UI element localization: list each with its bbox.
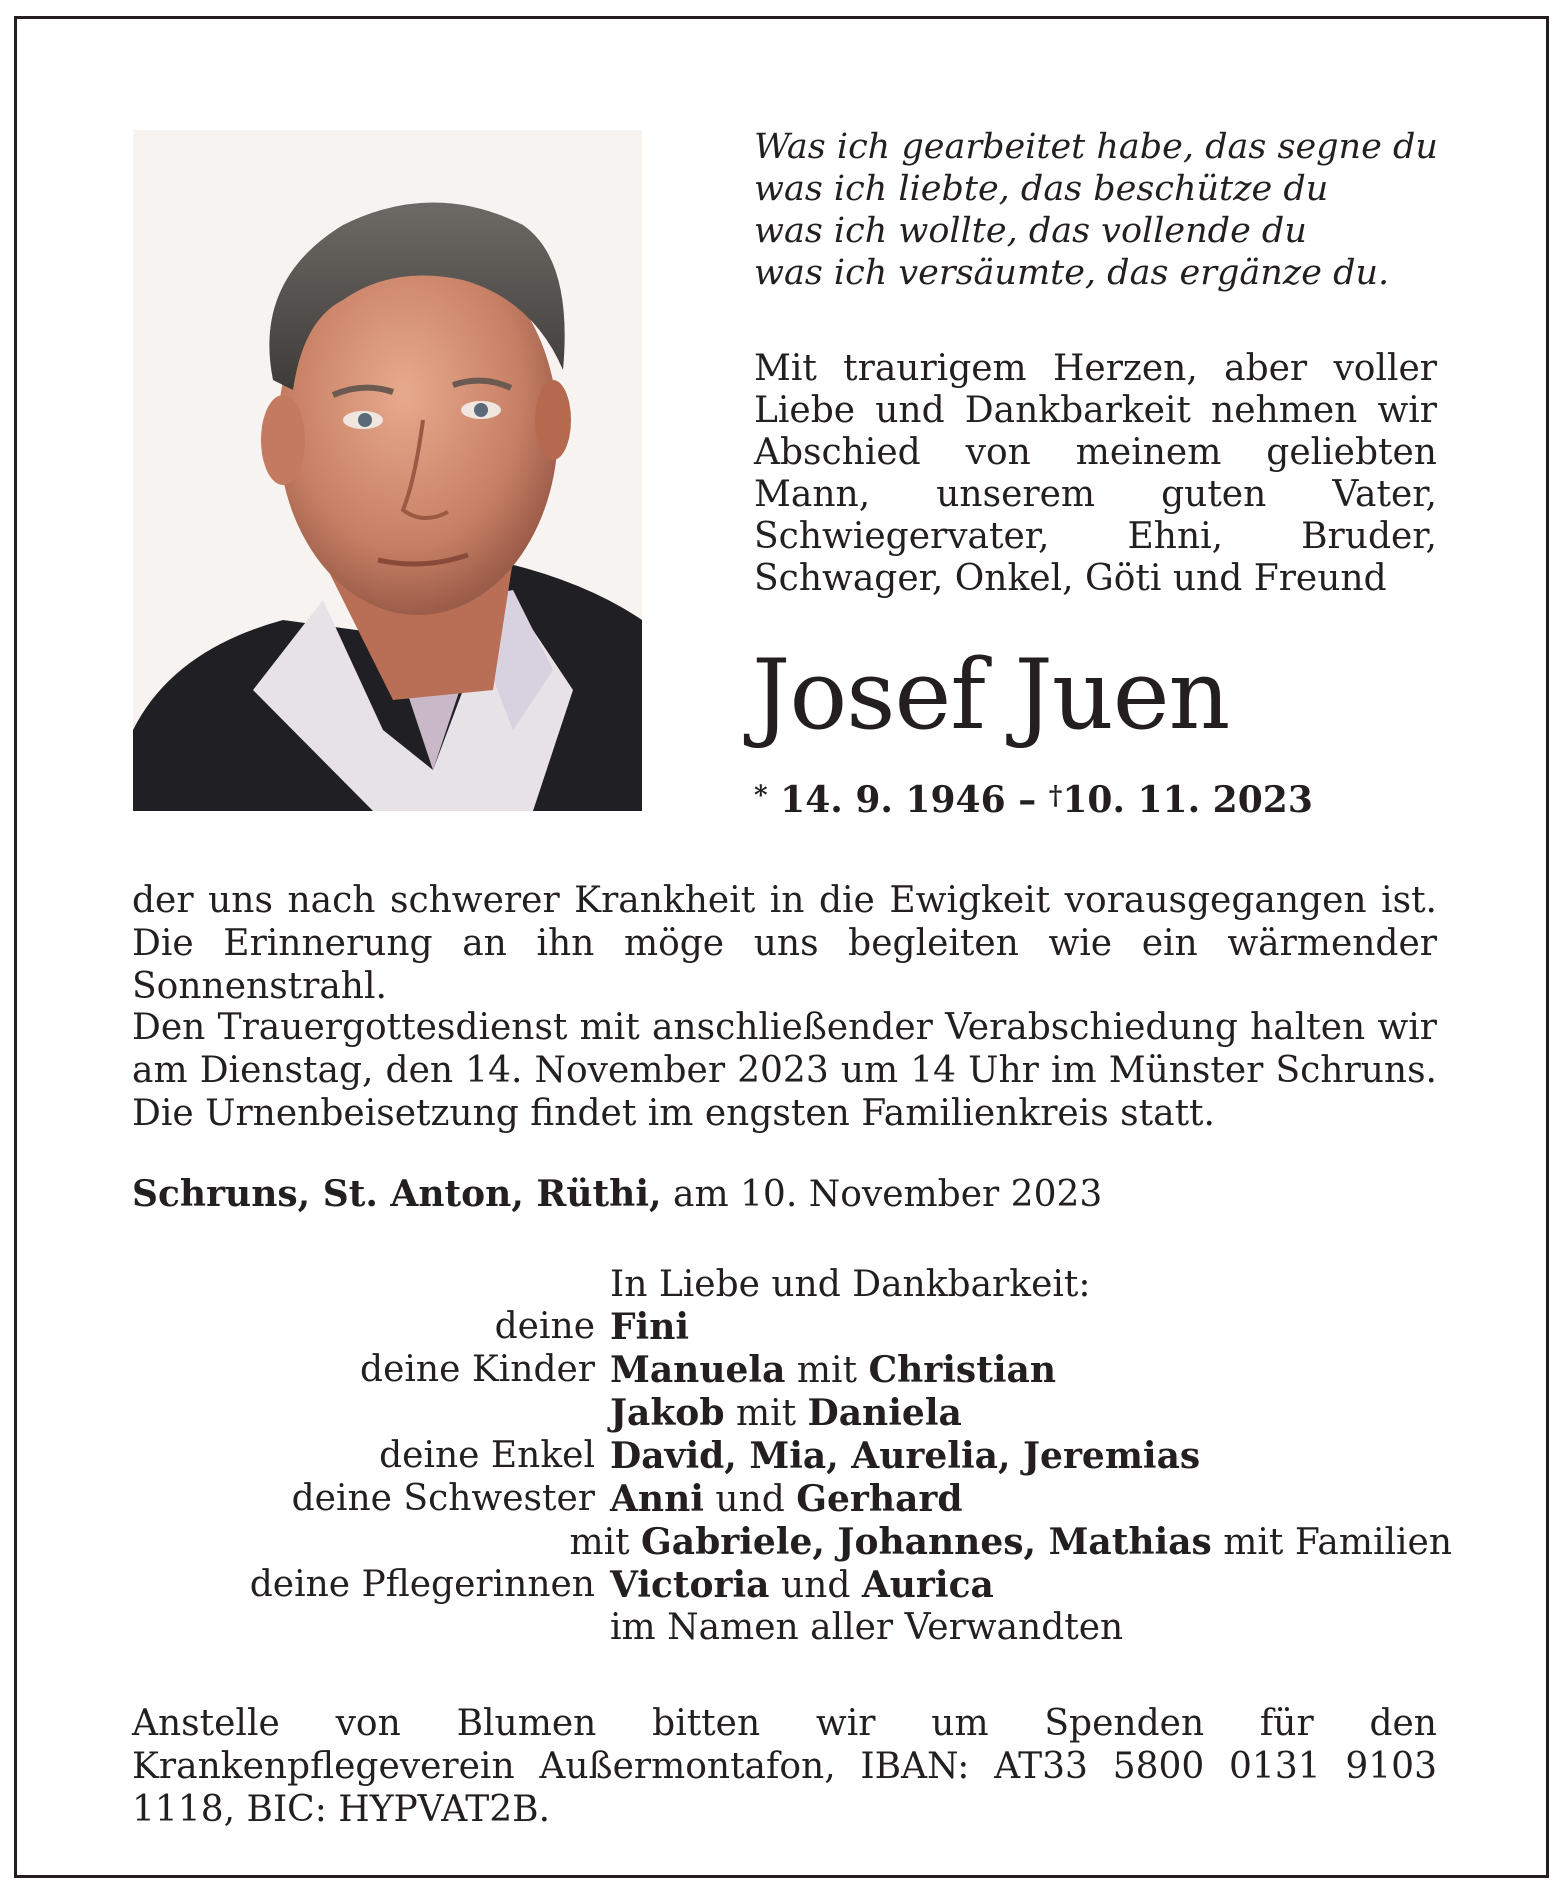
mourner-name: Fini [610,1306,690,1348]
mourner-row [132,1306,1452,1349]
portrait-photo [133,130,642,811]
mourner-names [610,1435,1200,1478]
birth-symbol: * [754,781,768,811]
paragraph-farewell: der uns nach schwerer Krankheit in die Ewigkeit vorausgegangen ist. Die Erinnerung an ihn möge uns begleiten wie ein wärmender Sonnenstrahl. [132,880,1437,1007]
mourners-list [132,1264,1452,1649]
mourner-name: Daniela [807,1392,962,1434]
mourner-names [569,1521,1452,1564]
date-separator: – [1018,779,1037,821]
mourner-names [610,1306,689,1349]
verse-line: was ich wollte, das vollende du [754,211,1307,251]
place-and-date [132,1173,1102,1216]
mourner-row [132,1392,1452,1435]
mourner-row [132,1564,1452,1607]
mourner-connector: mit Familien [1211,1522,1452,1563]
mourner-relation [132,1607,610,1649]
mourner-relation: deine [494,1306,595,1347]
mourners-heading: In Liebe und Dankbarkeit: [610,1264,1091,1305]
death-date: 10. 11. 2023 [1062,779,1313,821]
place-locations: Schruns, St. Anton, Rüthi, [132,1173,662,1215]
mourner-name: Gerhard [796,1478,963,1520]
place-date: am 10. November 2023 [672,1174,1103,1215]
mourner-connector: mit [724,1393,808,1434]
poem-verse [754,126,1438,294]
intro-text: Mit traurigem Herzen, aber voller Liebe und Dankbarkeit nehmen wir Abschied von meinem geliebten Mann, unserem guten Vater, Schwiegervater, Ehni, Bruder, Schwager, Onkel, Göti und Freund [754,348,1437,599]
verse-line: Was ich gearbeitet habe, das segne du [754,127,1438,167]
mourner-names [610,1607,1123,1649]
mourner-relation: deine Enkel [379,1435,595,1476]
mourner-row [132,1521,1452,1564]
mourner-connector: und [703,1479,797,1520]
mourner-relation: deine Kinder [360,1349,595,1390]
mourner-connector: und [769,1565,862,1606]
mourner-name: Aurica [861,1564,994,1606]
mourner-relation: deine Pflegerinnen [249,1564,595,1605]
verse-line: was ich versäumte, das ergänze du. [754,253,1390,293]
mourner-relation [132,1392,610,1435]
mourners-rows [132,1306,1452,1649]
mourner-relation: deine Schwester [291,1478,595,1519]
mourner-connector: mit [569,1522,641,1563]
mourner-row [132,1607,1452,1649]
mourner-name: Anni [610,1478,704,1520]
mourner-row [132,1349,1452,1392]
mourner-name: Victoria [610,1564,770,1606]
mourner-name: Gabriele, Johannes, Mathias [641,1521,1212,1563]
life-dates [754,778,1313,822]
mourner-names [610,1478,963,1521]
mourner-name: David, Mia, Aurelia, Jeremias [610,1435,1201,1477]
mourner-connector: im Namen aller Verwandten [610,1607,1124,1648]
death-symbol: † [1048,781,1063,811]
verse-line: was ich liebte, das beschütze du [754,169,1329,209]
mourner-names [610,1564,994,1607]
deceased-name: Josef Juen [752,639,1230,751]
mourner-row [132,1435,1452,1478]
mourner-name: Jakob [610,1392,725,1434]
mourner-relation [132,1521,569,1564]
mourner-row [132,1478,1452,1521]
birth-date: 14. 9. 1946 [780,779,1006,821]
mourner-names [610,1349,1056,1392]
paragraph-service: Den Trauergottesdienst mit anschließender Verabschiedung halten wir am Dienstag, den 14. November 2023 um 14 Uhr im Münster Schruns. Die Urnenbeisetzung findet im engsten Familienkreis statt. [132,1007,1437,1134]
mourner-names [610,1392,962,1435]
donation-note: Anstelle von Blumen bitten wir um Spenden für den Krankenpflegeverein Außermontafon, IBAN: AT33 5800 0131 9103 1118, BIC: HYPVAT2B. [132,1703,1437,1830]
mourner-name: Manuela [610,1349,786,1391]
mourner-connector: mit [785,1350,869,1391]
mourner-name: Christian [868,1349,1056,1391]
mourners-heading-row [132,1264,1452,1306]
